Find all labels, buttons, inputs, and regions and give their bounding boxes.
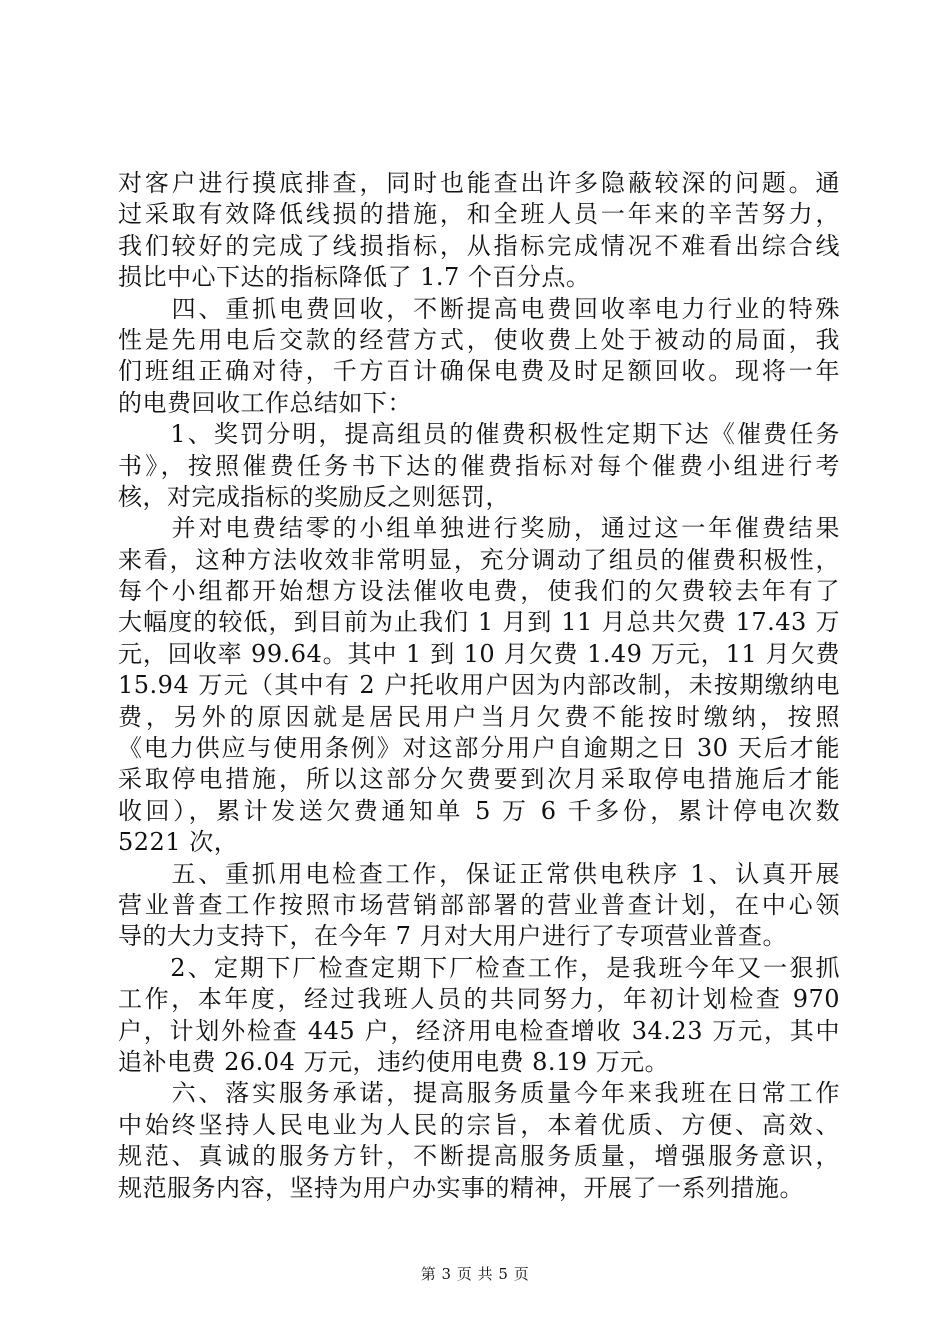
text-line: 并对电费结零的小组单独进行奖励，通过这一年催费结果 bbox=[118, 514, 840, 543]
text-line: 导的大力支持下，在今年 7 月对大用户进行了专项营业普查。 bbox=[118, 922, 788, 951]
paragraph bbox=[118, 1078, 840, 1204]
text-line: 过采取有效降低线损的措施，和全班人员一年来的辛苦努力， bbox=[118, 200, 840, 229]
text-line: 追补电费 26.04 万元，违约使用电费 8.19 万元。 bbox=[118, 1047, 670, 1076]
text-line: 四、重抓电费回收，不断提高电费回收率电力行业的特殊 bbox=[118, 294, 840, 323]
page-number: 第 3 页 共 5 页 bbox=[420, 1265, 530, 1283]
text-line: 大幅度的较低，到目前为止我们 1 月到 11 月总共欠费 17.43 万 bbox=[118, 608, 840, 637]
text-line: 核，对完成指标的奖励反之则惩罚， bbox=[118, 482, 510, 511]
text-line: 书》，按照催费任务书下达的催费指标对每个催费小组进行考 bbox=[118, 451, 840, 480]
text-line: 来看，这种方法收效非常明显，充分调动了组员的催费积极性， bbox=[118, 545, 840, 574]
paragraph bbox=[118, 513, 840, 858]
text-line: 营业普查工作按照市场营销部部署的营业普查计划，在中心领 bbox=[118, 890, 840, 919]
text-line: 们班组正确对待，千方百计确保电费及时足额回收。现将一年 bbox=[118, 357, 840, 386]
text-line: 规范服务内容，坚持为用户办实事的精神，开展了一系列措施。 bbox=[118, 1173, 804, 1202]
paragraph bbox=[118, 859, 840, 953]
text-line: 《电力供应与使用条例》对这部分用户自逾期之日 30 天后才能 bbox=[118, 734, 840, 763]
text-line: 收回），累计发送欠费通知单 5 万 6 千多份，累计停电次数 bbox=[118, 796, 840, 825]
text-line: 的电费回收工作总结如下： bbox=[118, 388, 412, 417]
paragraph bbox=[118, 953, 840, 1079]
text-line: 元，回收率 99.64。其中 1 到 10 月欠费 1.49 万元，11 月欠费 bbox=[118, 639, 840, 668]
text-line: 对客户进行摸底排查，同时也能查出许多隐蔽较深的问题。通 bbox=[118, 169, 840, 197]
paragraph bbox=[118, 294, 840, 420]
text-line: 5221 次， bbox=[118, 828, 239, 857]
paragraph bbox=[118, 168, 840, 294]
text-line: 15.94 万元（其中有 2 户托收用户因为内部改制，未按期缴纳电 bbox=[118, 671, 840, 700]
paragraph bbox=[118, 419, 840, 513]
text-line: 1、奖罚分明，提高组员的催费积极性定期下达《催费任务 bbox=[118, 420, 840, 449]
document-body bbox=[118, 168, 840, 1204]
text-line: 中始终坚持人民电业为人民的宗旨，本着优质、方便、高效、 bbox=[118, 1110, 840, 1139]
text-line: 五、重抓用电检查工作，保证正常供电秩序 1、认真开展 bbox=[118, 859, 840, 888]
text-line: 工作，本年度，经过我班人员的共同努力，年初计划检查 970 bbox=[118, 985, 840, 1014]
text-line: 户，计划外检查 445 户，经济用电检查增收 34.23 万元，其中 bbox=[118, 1016, 840, 1045]
text-line: 每个小组都开始想方设法催收电费，使我们的欠费较去年有了 bbox=[118, 577, 840, 606]
text-line: 我们较好的完成了线损指标，从指标完成情况不难看出综合线 bbox=[118, 231, 840, 260]
text-line: 性是先用电后交款的经营方式，使收费上处于被动的局面，我 bbox=[118, 325, 840, 354]
text-line: 费，另外的原因就是居民用户当月欠费不能按时缴纳，按照 bbox=[118, 702, 840, 731]
text-line: 损比中心下达的指标降低了 1.7 个百分点。 bbox=[118, 263, 591, 292]
text-line: 采取停电措施，所以这部分欠费要到次月采取停电措施后才能 bbox=[118, 765, 840, 794]
text-line: 六、落实服务承诺，提高服务质量今年来我班在日常工作 bbox=[118, 1079, 840, 1108]
text-line: 规范、真诚的服务方针，不断提高服务质量，增强服务意识， bbox=[118, 1142, 840, 1171]
text-line: 2、定期下厂检查定期下厂检查工作，是我班今年又一狠抓 bbox=[118, 953, 840, 982]
